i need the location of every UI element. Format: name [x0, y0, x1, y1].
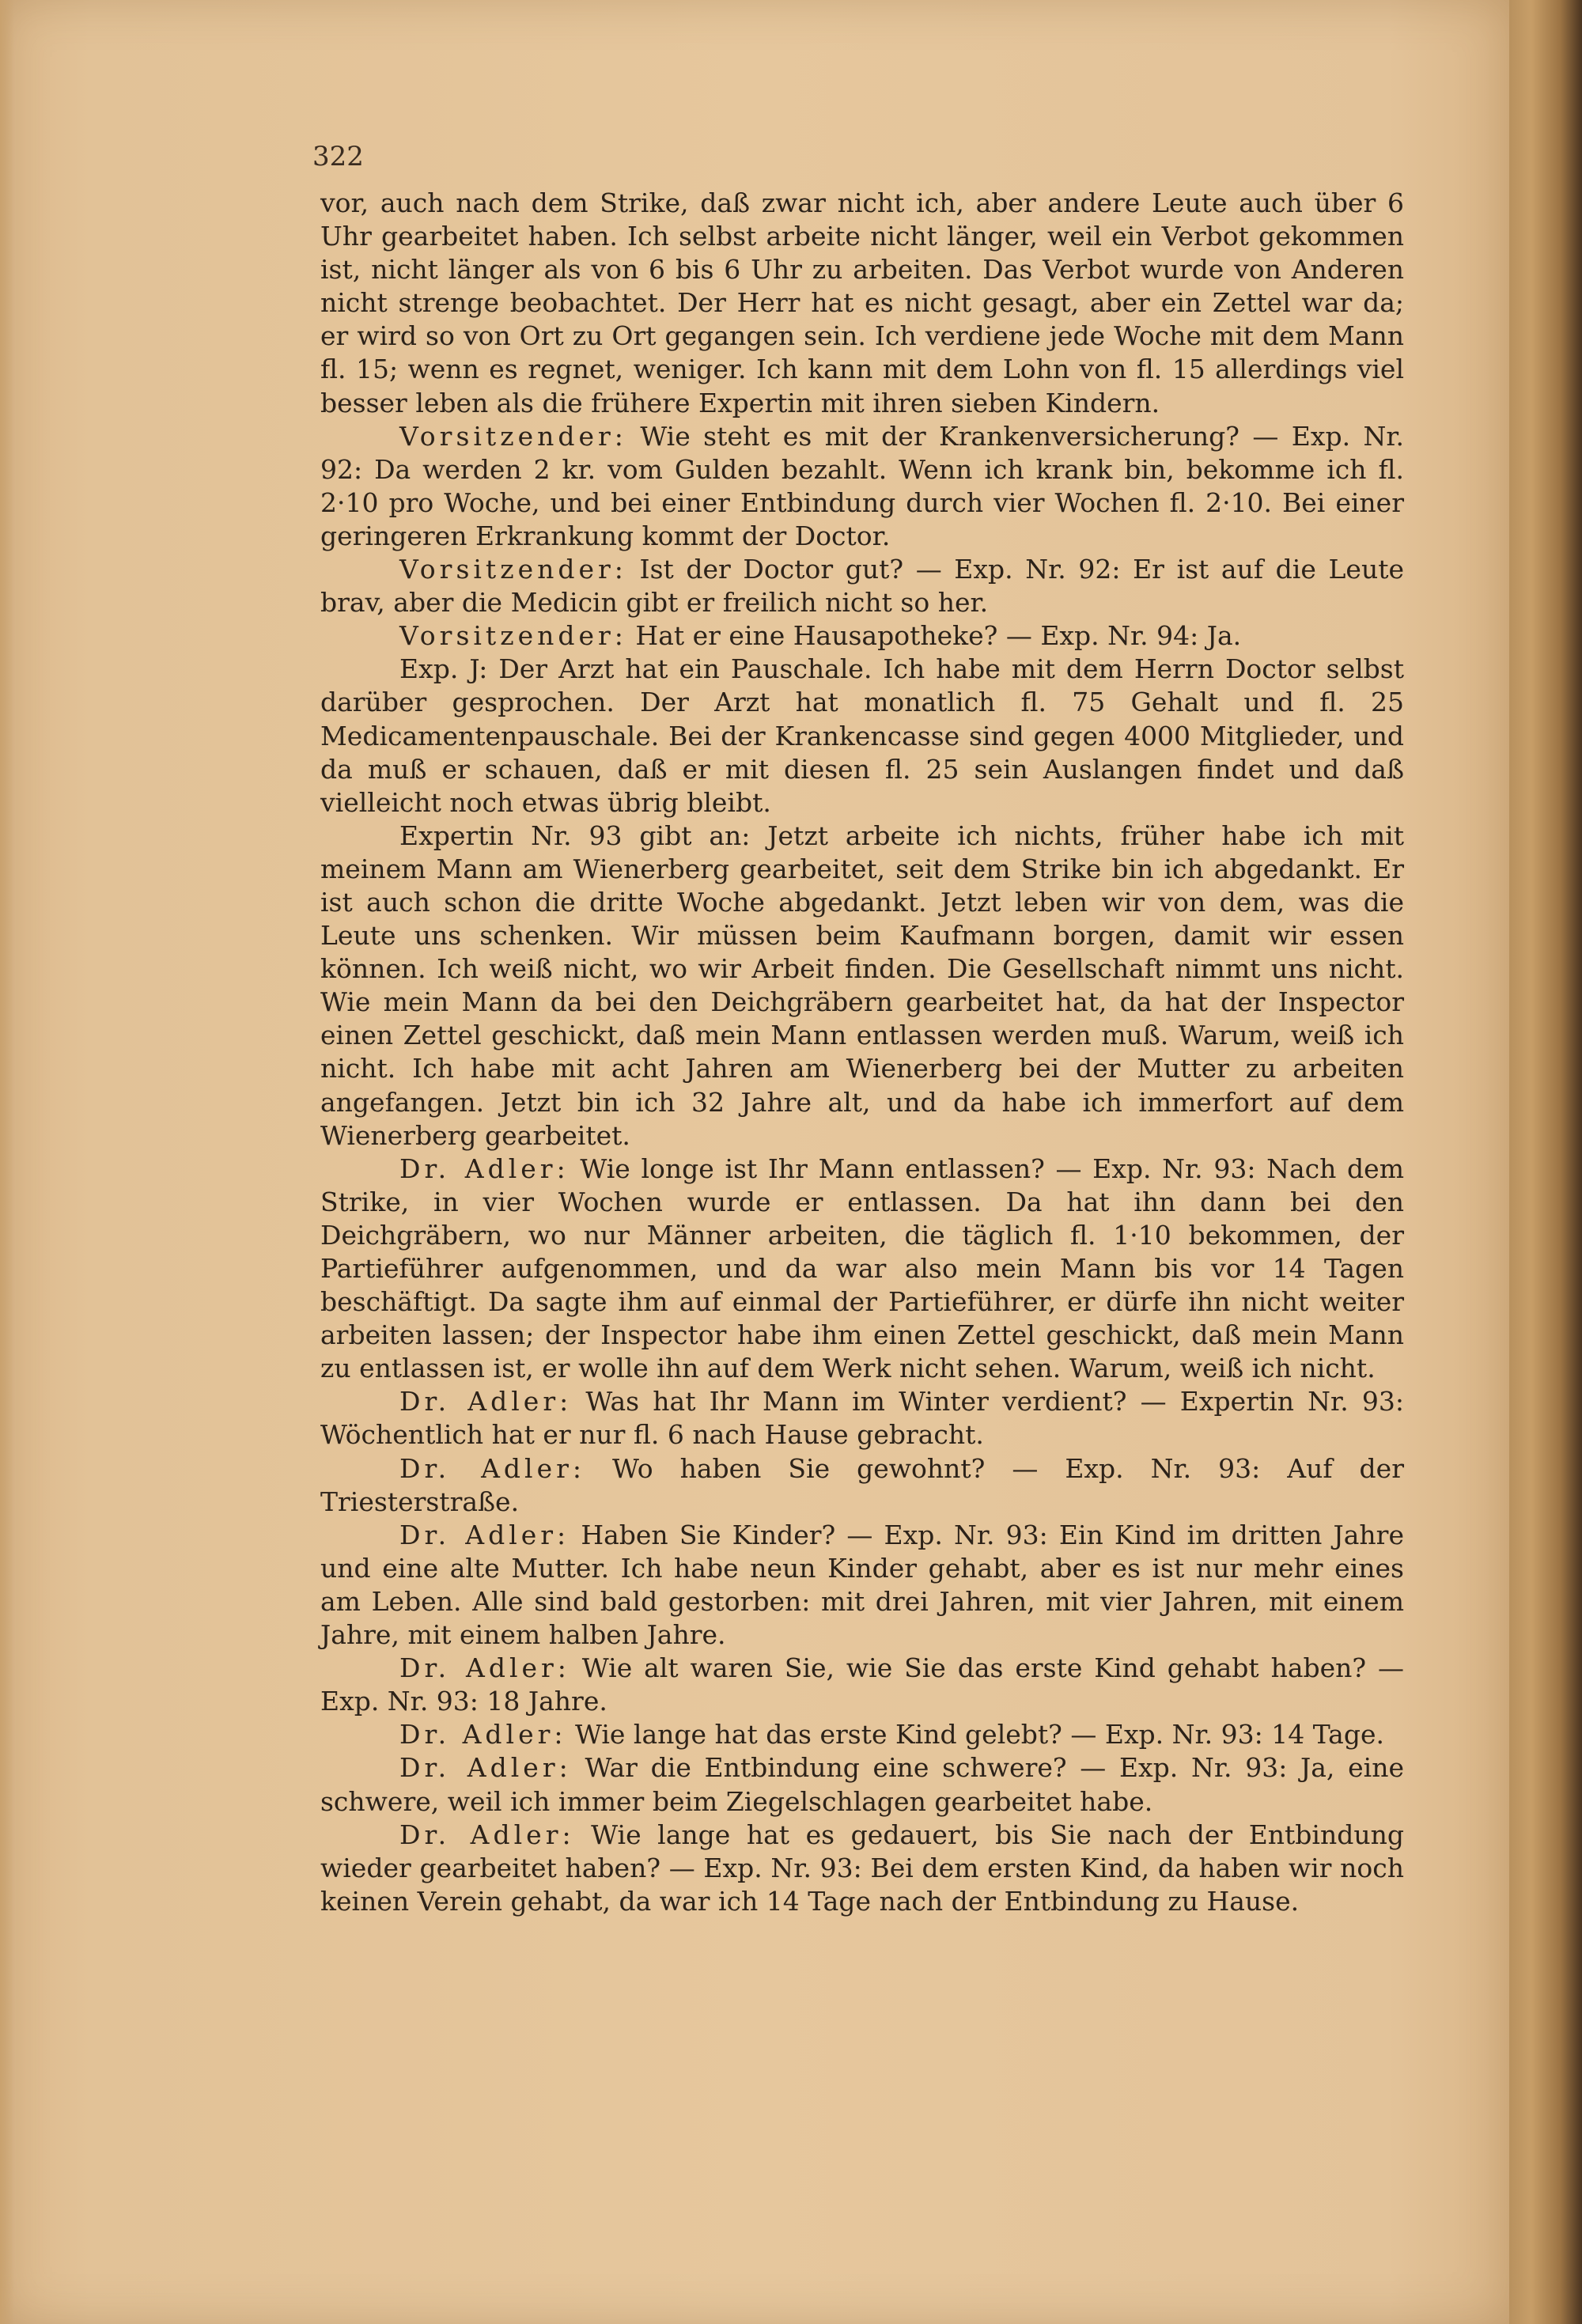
speaker-label: Vorsitzender: — [399, 420, 627, 452]
paragraph: Dr. Adler: Haben Sie Kinder? — Exp. Nr. 93: Ein Kind im dritten Jahre und eine alte Mutter. Ich habe neun Kinder gehabt, aber es ist nur mehr eines am Leben. Alle sind bald gestorben: mit drei Jahren, mit vier Jahren, mit einem Jahre, mit einem halben Jahre. — [320, 1519, 1404, 1651]
speaker-label: Dr. Adler: — [399, 1652, 570, 1684]
speaker-label: Dr. Adler: — [399, 1452, 586, 1484]
paragraph: Dr. Adler: War die Entbindung eine schwere? — Exp. Nr. 93: Ja, eine schwere, weil ich immer beim Ziegelschlagen gearbeitet habe. — [320, 1752, 1404, 1817]
speaker-label: Vorsitzender: — [399, 620, 627, 652]
body-text — [320, 187, 1404, 1918]
paragraph: Dr. Adler: Wie lange hat es gedauert, bis Sie nach der Entbindung wieder gearbeitet haben? — Exp. Nr. 93: Bei dem ersten Kind, da haben wir noch keinen Verein gehabt, da war ich 14 Tage nach der Entbindung zu Hause. — [320, 1819, 1404, 1917]
speaker-label: Dr. Adler: — [399, 1752, 572, 1784]
speaker-label: Dr. Adler: — [399, 1819, 575, 1850]
paragraph: Exp. J: Der Arzt hat ein Pauschale. Ich habe mit dem Herrn Doctor selbst darüber gesprochen. Der Arzt hat monatlich fl. 75 Gehalt und fl. 25 Medicamentenpauschale. Bei der Krankencasse sind gegen 4000 Mitglieder, und da muß er schauen, daß er mit diesen fl. 25 sein Auslangen findet und daß vielleicht noch etwas übrig bleibt. — [320, 653, 1404, 818]
paragraph: Dr. Adler: Wo haben Sie gewohnt? — Exp. Nr. 93: Auf der Triesterstraße. — [320, 1452, 1404, 1517]
speaker-label: Dr. Adler: — [399, 1719, 567, 1751]
speaker-label: Dr. Adler: — [399, 1153, 570, 1184]
page-number: 322 — [312, 141, 364, 172]
paragraph: Dr. Adler: Wie lange hat das erste Kind gelebt? — Exp. Nr. 93: 14 Tage. — [399, 1719, 1385, 1751]
paragraph: vor, auch nach dem Strike, daß zwar nicht ich, aber andere Leute auch über 6 Uhr gearbeitet haben. Ich selbst arbeite nicht länger, weil ein Verbot gekommen ist, nicht länger als von 6 bis 6 Uhr zu arbeiten. Das Verbot wurde von Anderen nicht strenge beobachtet. Der Herr hat es nicht gesagt, aber ein Zettel war da; er wird so von Ort zu Ort gegangen sein. Ich verdiene jede Woche mit dem Mann fl. 15; wenn es regnet, weniger. Ich kann mit dem Lohn von fl. 15 allerdings viel besser leben als die frühere Expertin mit ihren sieben Kindern. — [320, 187, 1404, 418]
paragraph: Vorsitzender: Hat er eine Hausapotheke? — Exp. Nr. 94: Ja. — [399, 620, 1242, 652]
speaker-label: Dr. Adler: — [399, 1519, 570, 1550]
page-gutter-shadow — [0, 0, 14, 2324]
book-edge — [1509, 0, 1582, 2324]
paragraph: Vorsitzender: Ist der Doctor gut? — Exp. Nr. 92: Er ist auf die Leute brav, aber die Medicin gibt er freilich nicht so her. — [320, 554, 1404, 619]
paragraph: Dr. Adler: Was hat Ihr Mann im Winter verdient? — Expertin Nr. 93: Wöchentlich hat er nur fl. 6 nach Hause gebracht. — [320, 1386, 1404, 1451]
paragraph: Dr. Adler: Wie longe ist Ihr Mann entlassen? — Exp. Nr. 93: Nach dem Strike, in vier Wochen wurde er entlassen. Da hat ihn dann bei den Deichgräbern, wo nur Männer arbeiten, die täglich fl. 1·10 bekommen, der Partieführer aufgenommen, und da war also mein Mann bis vor 14 Tagen beschäftigt. Da sagte ihm auf einmal der Partieführer, er dürfe ihn nicht weiter arbeiten lassen; der Inspector habe ihm einen Zettel geschickt, daß mein Mann zu entlassen ist, er wolle ihn auf dem Werk nicht sehen. Warum, weiß ich nicht. — [320, 1153, 1404, 1384]
speaker-label: Vorsitzender: — [399, 554, 627, 585]
paragraph: Dr. Adler: Wie alt waren Sie, wie Sie das erste Kind gehabt haben? — Exp. Nr. 93: 18 Jahre. — [320, 1652, 1404, 1717]
paragraph: Vorsitzender: Wie steht es mit der Krankenversicherung? — Exp. Nr. 92: Da werden 2 kr. vom Gulden bezahlt. Wenn ich krank bin, bekomme ich fl. 2·10 pro Woche, und bei einer Entbindung durch vier Wochen fl. 2·10. Bei einer geringeren Erkrankung kommt der Doctor. — [320, 420, 1404, 551]
speaker-label: Dr. Adler: — [399, 1386, 573, 1417]
paragraph: Expertin Nr. 93 gibt an: Jetzt arbeite ich nichts, früher habe ich mit meinem Mann am Wienerberg gearbeitet, seit dem Strike bin ich abgedankt. Er ist auch schon die dritte Woche abgedankt. Jetzt leben wir von dem, was die Leute uns schenken. Wir müssen beim Kaufmann borgen, damit wir essen können. Ich weiß nicht, wo wir Arbeit finden. Die Gesellschaft nimmt uns nicht. Wie mein Mann da bei den Deichgräbern gearbeitet hat, da hat der Inspector einen Zettel geschickt, daß mein Mann entlassen werden muß. Warum, weiß ich nicht. Ich habe mit acht Jahren am Wienerberg bei der Mutter zu arbeiten angefangen. Jetzt bin ich 32 Jahre alt, und da habe ich immerfort auf dem Wienerberg gearbeitet. — [320, 819, 1404, 1151]
